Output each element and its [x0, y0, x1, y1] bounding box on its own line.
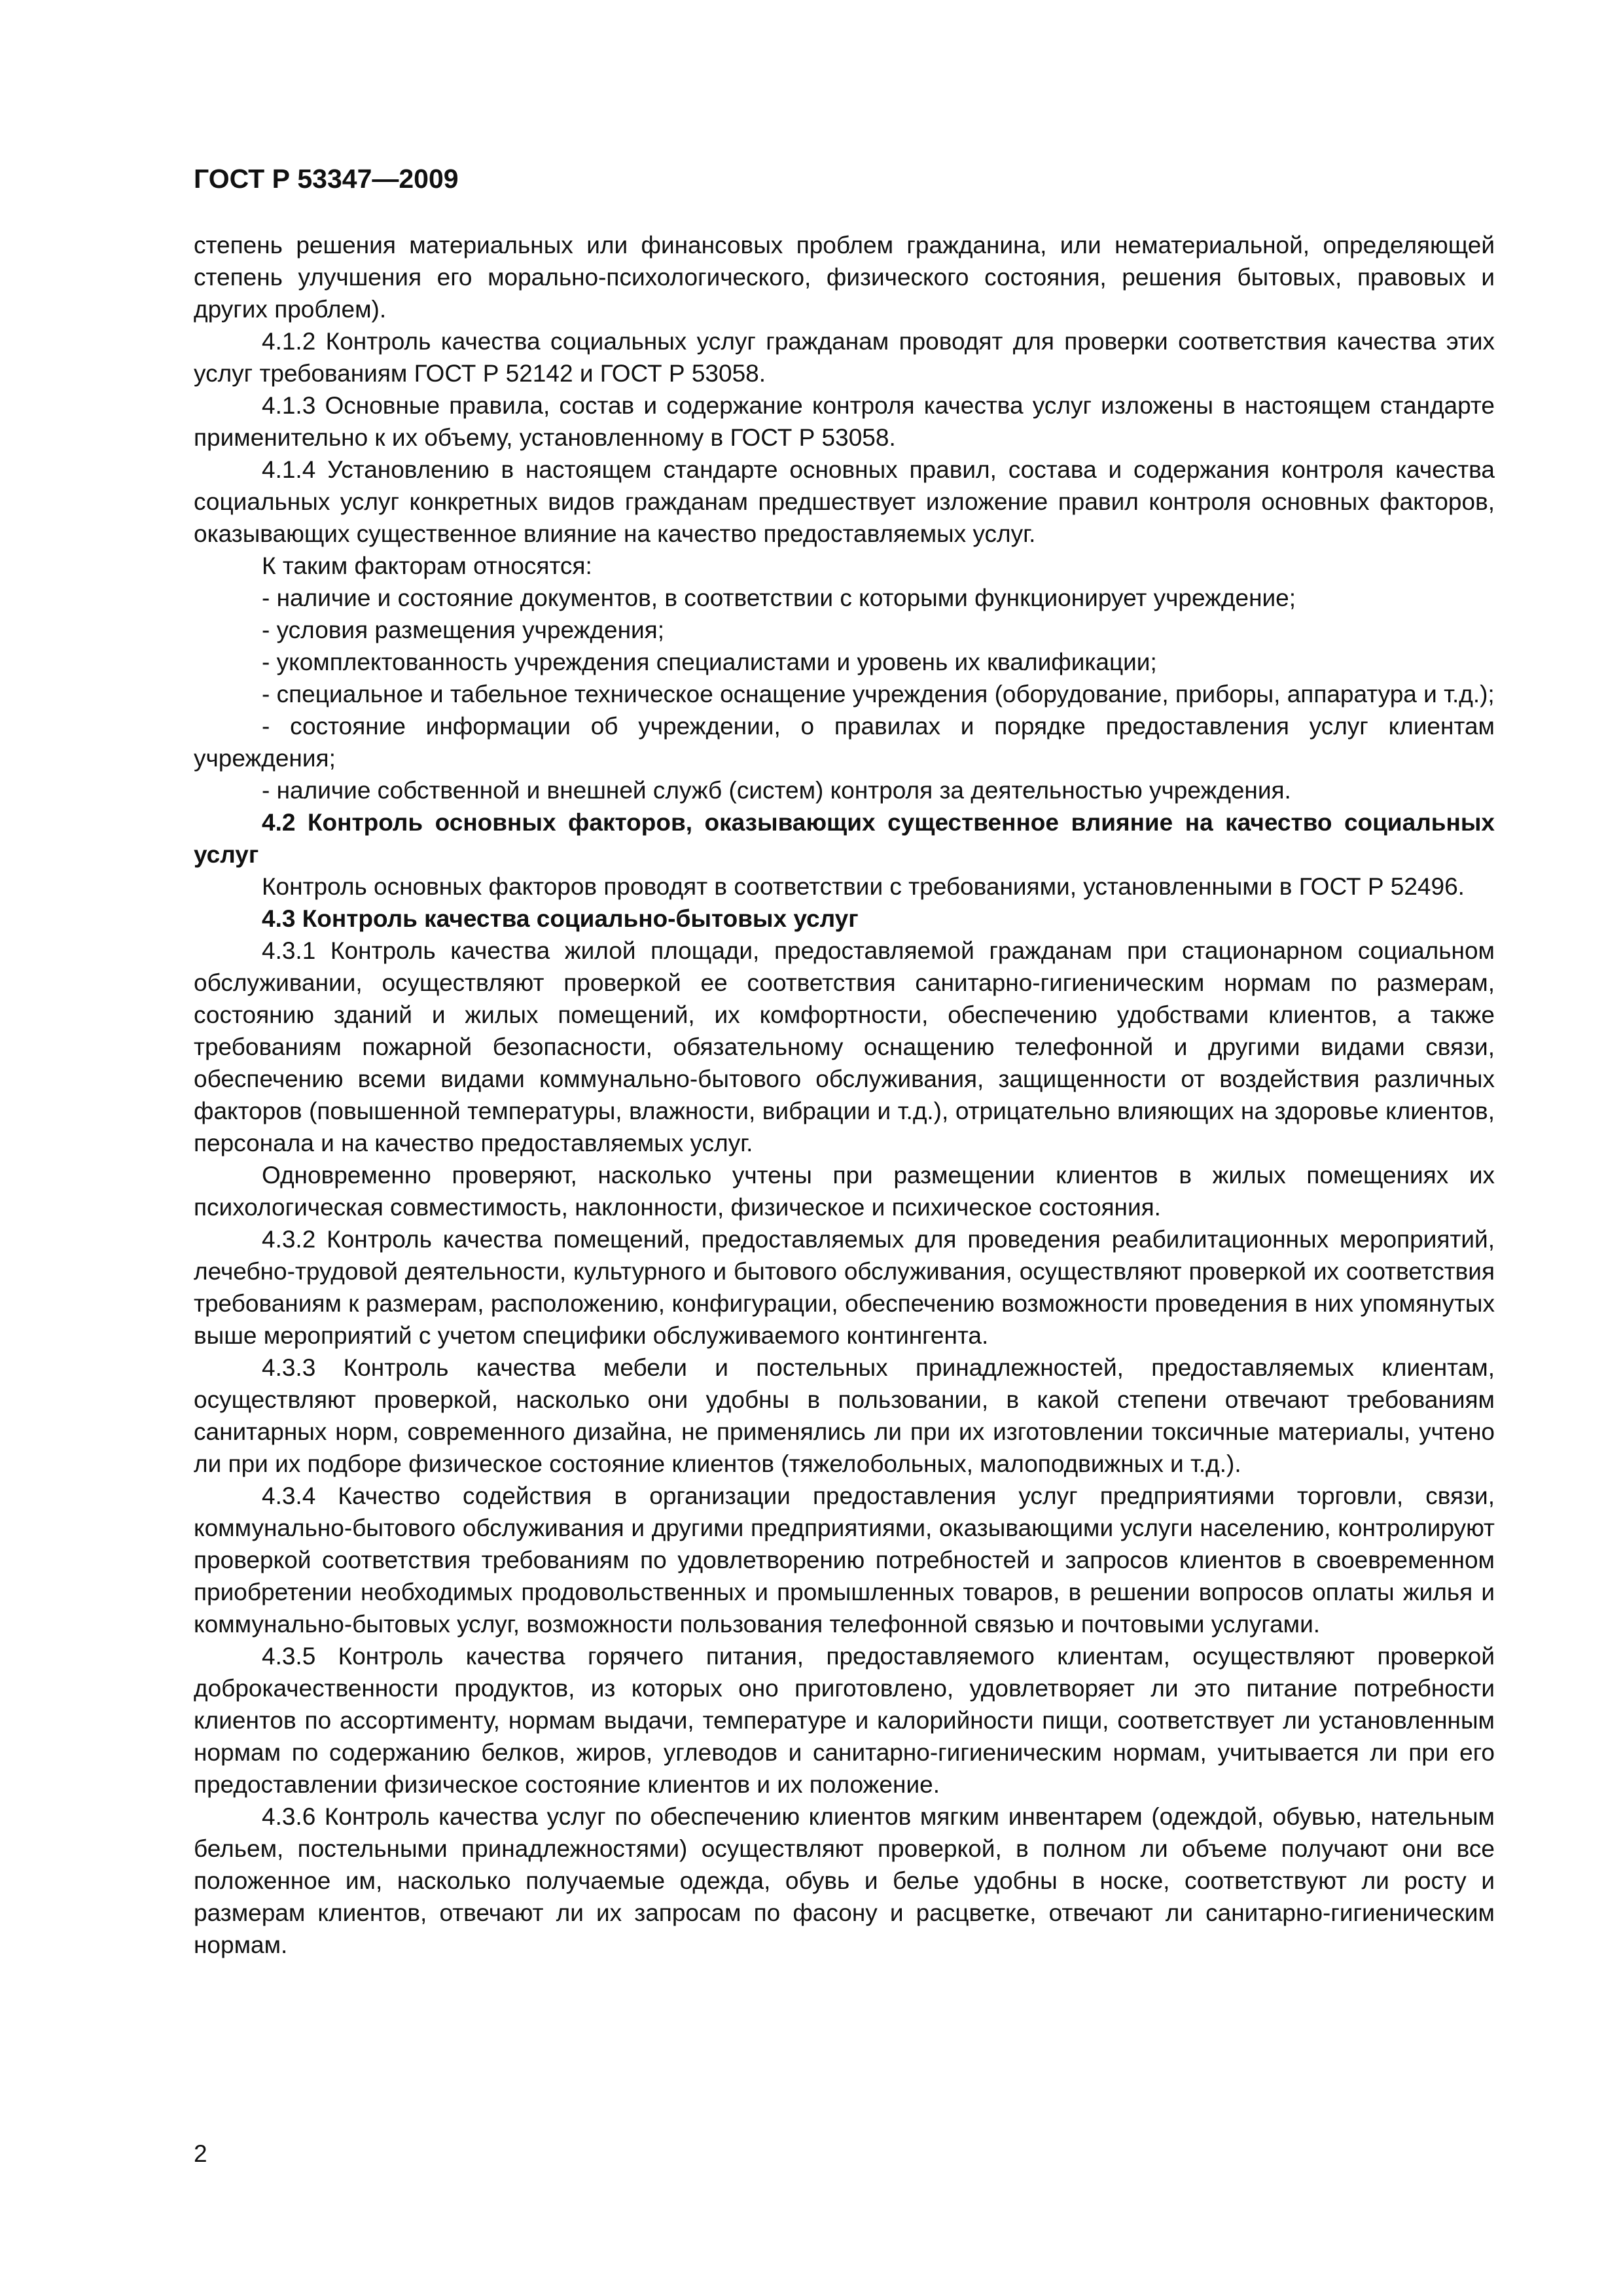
- page-header: ГОСТ Р 53347—2009: [194, 164, 459, 194]
- list-item: - специальное и табельное техническое оснащение учреждения (оборудование, приборы, аппаратура и т.д.);: [262, 681, 1495, 708]
- paragraph-4-1-3: 4.1.3 Основные правила, состав и содержание контроля качества услуг изложены в настоящем стандарте применительно к их объему, установленному в ГОСТ Р 53058.: [194, 392, 1495, 451]
- paragraph-4-3-4: 4.3.4 Качество содействия в организации предоставления услуг предприятиями торговли, связи, коммунально-бытового обслуживания и другими предприятиями, оказывающими услуги населению, контролируют проверкой соответствия требованиям по удовлетворению потребностей и запросов клиентов в своевременном приобретении необходимых продовольственных и промышленных товаров, в решении вопросов оплаты жилья и коммунально-бытовых услуг, возможности пользования телефонной связью и почтовыми услугами.: [194, 1482, 1495, 1638]
- paragraph-factors-intro: К таким факторам относятся:: [262, 552, 592, 579]
- paragraph-4-1-4: 4.1.4 Установлению в настоящем стандарте основных правил, состава и содержания контроля качества социальных услуг конкретных видов гражданам предшествует изложение правил контроля основных факторов, оказывающих существенное влияние на качество предоставляемых услуг.: [194, 456, 1495, 547]
- paragraph-4-3-5: 4.3.5 Контроль качества горячего питания, предоставляемого клиентам, осуществляют проверкой доброкачественности продуктов, из которых оно приготовлено, удовлетворяет ли это питание потребности клиентов по ассортименту, нормам выдачи, температуре и калорийности пищи, соответствует ли установленным нормам по содержанию белков, жиров, углеводов и санитарно-гигиеническим нормам, учитывается ли при его предоставлении физическое состояние клиентов и их положение.: [194, 1643, 1495, 1798]
- paragraph-4-2-body: Контроль основных факторов проводят в соответствии с требованиями, установленными в ГОСТ Р 52496.: [262, 873, 1465, 900]
- paragraph-continuation: степень решения материальных или финансовых проблем гражданина, или нематериальной, определяющей степень улучшения его морально-психологического, физического состояния, решения бытовых, правовых и других проблем).: [194, 232, 1495, 323]
- paragraph-4-3-3: 4.3.3 Контроль качества мебели и постельных принадлежностей, предоставляемых клиентам, осуществляют проверкой, насколько они удобны в пользовании, в какой степени отвечают требованиям санитарных норм, современного дизайна, не применялись ли при их изготовлении токсичные материалы, учтено ли при их подборе физическое состояние клиентов (тяжелобольных, малоподвижных и т.д.).: [194, 1354, 1495, 1477]
- list-item: - укомплектованность учреждения специалистами и уровень их квалификации;: [262, 649, 1157, 675]
- document-body: [194, 229, 1495, 1961]
- section-heading-4-3: 4.3 Контроль качества социально-бытовых услуг: [262, 905, 859, 932]
- paragraph-4-3-1: 4.3.1 Контроль качества жилой площади, предоставляемой гражданам при стационарном социальном обслуживании, осуществляют проверкой ее соответствия санитарно-гигиеническим нормам по размерам, состоянию зданий и жилых помещений, их комфортности, обеспечению удобствами клиентов, а также требованиям пожарной безопасности, обязательному оснащению телефонной и другими видами связи, обеспечению всеми видами коммунально-бытового обслуживания, защищенности от воздействия различных факторов (повышенной температуры, влажности, вибрации и т.д.), отрицательно влияющих на здоровье клиентов, персонала и на качество предоставляемых услуг.: [194, 937, 1495, 1157]
- section-heading-4-2: 4.2 Контроль основных факторов, оказывающих существенное влияние на качество социальных услуг: [194, 809, 1495, 868]
- list-item: - состояние информации об учреждении, о правилах и порядке предоставления услуг клиентам учреждения;: [194, 713, 1495, 772]
- list-item: - наличие собственной и внешней служб (систем) контроля за деятельностью учреждения.: [262, 777, 1291, 804]
- page-number: 2: [194, 2140, 207, 2167]
- paragraph-4-3-6: 4.3.6 Контроль качества услуг по обеспечению клиентов мягким инвентарем (одеждой, обувью, нательным бельем, постельными принадлежностями) осуществляют проверкой, в полном ли объеме получают они все положенное им, насколько получаемые одежда, обувь и белье удобны в носке, соответствуют ли росту и размерам клиентов, отвечают ли их запросам по фасону и расцветке, отвечают ли санитарно-гигиеническим нормам.: [194, 1803, 1495, 1958]
- paragraph-4-3-1-cont: Одновременно проверяют, насколько учтены при размещении клиентов в жилых помещениях их психологическая совместимость, наклонности, физическое и психическое состояния.: [194, 1162, 1495, 1221]
- paragraph-4-1-2: 4.1.2 Контроль качества социальных услуг гражданам проводят для проверки соответствия качества этих услуг требованиям ГОСТ Р 52142 и ГОСТ Р 53058.: [194, 328, 1495, 387]
- list-item: - наличие и состояние документов, в соответствии с которыми функционирует учреждение;: [262, 584, 1296, 611]
- paragraph-4-3-2: 4.3.2 Контроль качества помещений, предоставляемых для проведения реабилитационных мероприятий, лечебно-трудовой деятельности, культурного и бытового обслуживания, осуществляют проверкой их соответствия требованиям к размерам, расположению, конфигурации, обеспечению возможности проведения в них упомянутых выше мероприятий с учетом специфики обслуживаемого контингента.: [194, 1226, 1495, 1349]
- list-item: - условия размещения учреждения;: [262, 617, 664, 643]
